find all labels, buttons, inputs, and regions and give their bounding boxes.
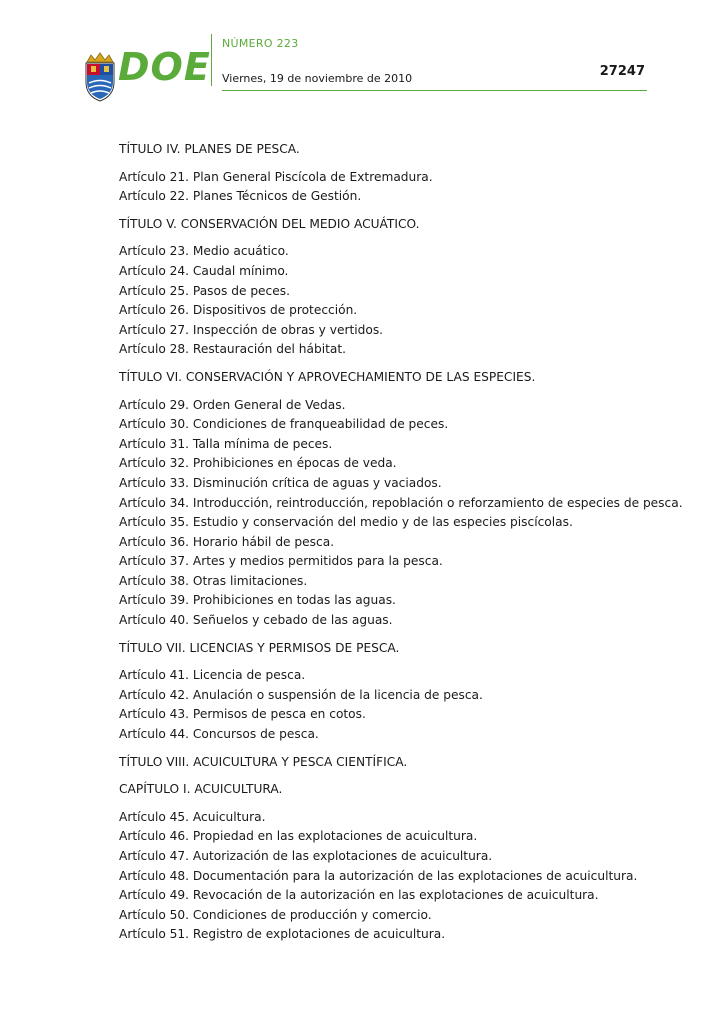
article-line: Artículo 35. Estudio y conservación del medio y de las especies piscícolas. [119,515,573,530]
page-header [0,0,728,110]
article-line: Artículo 38. Otras limitaciones. [119,573,308,588]
section-heading: TÍTULO IV. PLANES DE PESCA. [119,142,300,156]
article-line: Artículo 39. Prohibiciones en todas las aguas. [119,593,396,608]
article-line: Artículo 40. Señuelos y cebado de las aguas. [119,613,393,628]
article-line: Artículo 41. Licencia de pesca. [119,668,306,683]
article-line: Artículo 51. Registro de explotaciones de acuicultura. [119,927,446,942]
section-heading: TÍTULO V. CONSERVACIÓN DEL MEDIO ACUÁTICO. [119,216,420,231]
coat-of-arms-icon [83,52,117,102]
chapter-heading: CAPÍTULO I. ACUICULTURA. [119,782,283,797]
article-line: Artículo 34. Introducción, reintroducción, repoblación o reforzamiento de especies de pesca. [119,495,683,510]
page-number: 27247 [599,64,645,79]
issue-number: NÚMERO 223 [222,37,299,50]
article-line: Artículo 31. Talla mínima de peces. [119,436,333,451]
article-line: Artículo 21. Plan General Piscícola de Extremadura. [119,169,433,184]
article-line: Artículo 47. Autorización de las explotaciones de acuicultura. [119,849,493,863]
article-line: Artículo 46. Propiedad en las explotaciones de acuicultura. [119,829,478,844]
article-line: Artículo 27. Inspección de obras y vertidos. [119,322,384,337]
article-line: Artículo 22. Planes Técnicos de Gestión. [119,189,362,204]
article-line: Artículo 23. Medio acuático. [119,244,289,259]
article-line: Artículo 30. Condiciones de franqueabilidad de peces. [119,417,449,432]
article-line: Artículo 36. Horario hábil de pesca. [119,534,335,549]
article-line: Artículo 50. Condiciones de producción y comercio. [119,907,432,922]
article-line: Artículo 28. Restauración del hábitat. [119,342,346,357]
section-heading: TÍTULO VII. LICENCIAS Y PERMISOS DE PESCA. [119,640,400,655]
article-line: Artículo 45. Acuicultura. [119,809,266,824]
section-heading: TÍTULO VIII. ACUICULTURA Y PESCA CIENTÍFICA. [119,754,408,769]
article-line: Artículo 33. Disminución crítica de aguas y vaciados. [119,475,442,490]
publication-date: Viernes, 19 de noviembre de 2010 [222,72,413,85]
article-line: Artículo 37. Artes y medios permitidos para la pesca. [119,554,443,569]
doe-logo: DOE [118,45,211,89]
article-line: Artículo 26. Dispositivos de protección. [119,303,358,318]
article-line: Artículo 29. Orden General de Vedas. [119,397,346,412]
document-body [119,140,683,945]
article-line: Artículo 42. Anulación o suspensión de la licencia de pesca. [119,687,483,702]
article-line: Artículo 25. Pasos de peces. [119,283,290,298]
article-line: Artículo 43. Permisos de pesca en cotos. [119,707,366,722]
article-line: Artículo 49. Revocación de la autorización en las explotaciones de acuicultura. [119,888,599,903]
section-heading: TÍTULO VI. CONSERVACIÓN Y APROVECHAMIENTO DE LAS ESPECIES. [119,369,536,384]
header-divider [211,34,212,86]
header-rule [222,90,647,91]
article-line: Artículo 44. Concursos de pesca. [119,727,319,742]
article-line: Artículo 32. Prohibiciones en épocas de veda. [119,456,397,471]
article-line: Artículo 48. Documentación para la autorización de las explotaciones de acuicultura. [119,868,638,883]
article-line: Artículo 24. Caudal mínimo. [119,263,289,278]
